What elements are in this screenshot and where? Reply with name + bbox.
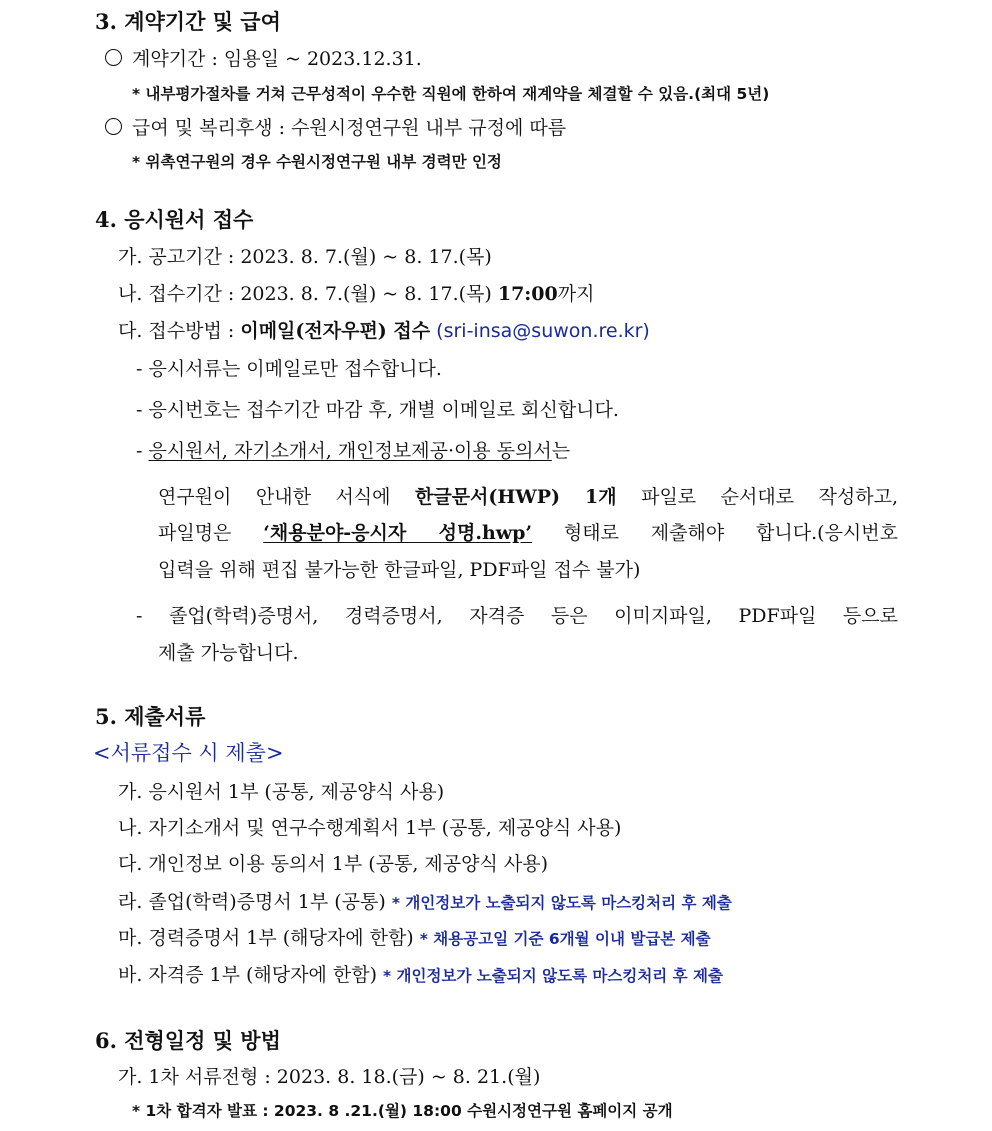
notice-period: 가. 공고기간 : 2023. 8. 7.(월) ~ 8. 17.(목) xyxy=(118,246,492,268)
list-item xyxy=(118,893,732,912)
section-4-title: 4. 응시원서 접수 xyxy=(95,207,254,232)
bullet-certificates-cont: 제출 가능합니다. xyxy=(158,642,299,664)
bullet-forms xyxy=(136,442,570,461)
circle-bullet-icon xyxy=(105,49,122,66)
email-method: 이메일(전자우편) 접수 xyxy=(240,320,431,342)
forms-line2-pre: 파일명은 xyxy=(158,522,264,544)
submission-subtitle: <서류접수 시 제출> xyxy=(93,741,284,765)
forms-instruction-line2 xyxy=(158,524,898,543)
application-period xyxy=(118,285,594,304)
deadline-time: 17:00 xyxy=(497,283,558,305)
contact-email: (sri-insa@suwon.re.kr) xyxy=(436,320,650,342)
hwp-requirement: 한글문서(HWP) 1개 xyxy=(415,486,617,508)
bullet-dash: - xyxy=(136,440,149,462)
document-name: 마. 경력증명서 1부 (해당자에 한함) xyxy=(118,927,420,949)
bullet-email-only: - 응시서류는 이메일로만 접수합니다. xyxy=(136,358,442,380)
contract-period-item xyxy=(105,49,422,69)
list-item xyxy=(118,929,711,948)
list-item xyxy=(118,966,723,985)
bullet-certificates: - 졸업(학력)증명서, 경력증명서, 자격증 등은 이미지파일, PDF파일 등으로 xyxy=(136,605,898,627)
forms-line1-post: 파일로 순서대로 작성하고, xyxy=(616,486,898,508)
document-note: * 채용공고일 기준 6개월 이내 발급본 제출 xyxy=(419,930,711,948)
contract-period-text: 계약기간 : 임용일 ~ 2023.12.31. xyxy=(132,48,422,70)
list-item xyxy=(118,819,621,838)
document-name: 바. 자격증 1부 (해당자에 한함) xyxy=(118,964,384,986)
document-name: 나. 자기소개서 및 연구수행계획서 1부 (공통, 제공양식 사용) xyxy=(118,817,622,839)
document-note: * 개인정보가 노출되지 않도록 마스킹처리 후 제출 xyxy=(383,967,723,985)
list-item xyxy=(118,855,548,874)
result-announcement-note: * 1차 합격자 발표 : 2023. 8 .21.(월) 18:00 수원시정연구원 홈페이지 공개 xyxy=(132,1102,673,1120)
application-period-text: 나. 접수기간 : 2023. 8. 7.(월) ~ 8. 17.(목) xyxy=(118,283,498,305)
screening-schedule: 가. 1차 서류전형 : 2023. 8. 18.(금) ~ 8. 21.(월) xyxy=(118,1066,541,1088)
bullet-applicant-number: - 응시번호는 접수기간 마감 후, 개별 이메일로 회신합니다. xyxy=(136,399,619,421)
forms-instruction-line3: 입력을 위해 편집 불가능한 한글파일, PDF파일 접수 불가) xyxy=(158,559,641,581)
forms-line1-pre: 연구원이 안내한 서식에 xyxy=(158,486,415,508)
list-item xyxy=(118,783,444,802)
section-3-title: 3. 계약기간 및 급여 xyxy=(95,9,281,34)
salary-text: 급여 및 복리후생 : 수원시정연구원 내부 규정에 따름 xyxy=(132,117,567,139)
career-note: * 위촉연구원의 경우 수원시정연구원 내부 경력만 인정 xyxy=(132,153,502,171)
application-method-label: 다. 접수방법 : xyxy=(118,320,241,342)
section-6-title: 6. 전형일정 및 방법 xyxy=(95,1028,281,1053)
forms-line2-post: 형태로 제출해야 합니다.(응시번호 xyxy=(532,522,898,544)
deadline-suffix: 까지 xyxy=(557,283,595,305)
forms-suffix: 는 xyxy=(551,440,571,462)
required-forms: 응시원서, 자기소개서, 개인정보제공·이용 동의서 xyxy=(148,440,552,462)
filename-format: ‘채용분야-응시자 성명.hwp’ xyxy=(263,522,533,544)
document-note: * 개인정보가 노출되지 않도록 마스킹처리 후 제출 xyxy=(391,894,732,912)
reappointment-note: * 내부평가절차를 거쳐 근무성적이 우수한 직원에 한하여 재계약을 체결할 수 있음.(최대 5년) xyxy=(132,85,770,103)
salary-item xyxy=(105,118,566,138)
forms-instruction-line1 xyxy=(158,488,898,507)
document-name: 가. 응시원서 1부 (공통, 제공양식 사용) xyxy=(118,781,445,803)
document-name: 다. 개인정보 이용 동의서 1부 (공통, 제공양식 사용) xyxy=(118,853,548,875)
application-method xyxy=(118,322,650,341)
section-5-title: 5. 제출서류 xyxy=(95,704,206,729)
circle-bullet-icon xyxy=(105,118,122,135)
document-name: 라. 졸업(학력)증명서 1부 (공통) xyxy=(118,891,392,913)
